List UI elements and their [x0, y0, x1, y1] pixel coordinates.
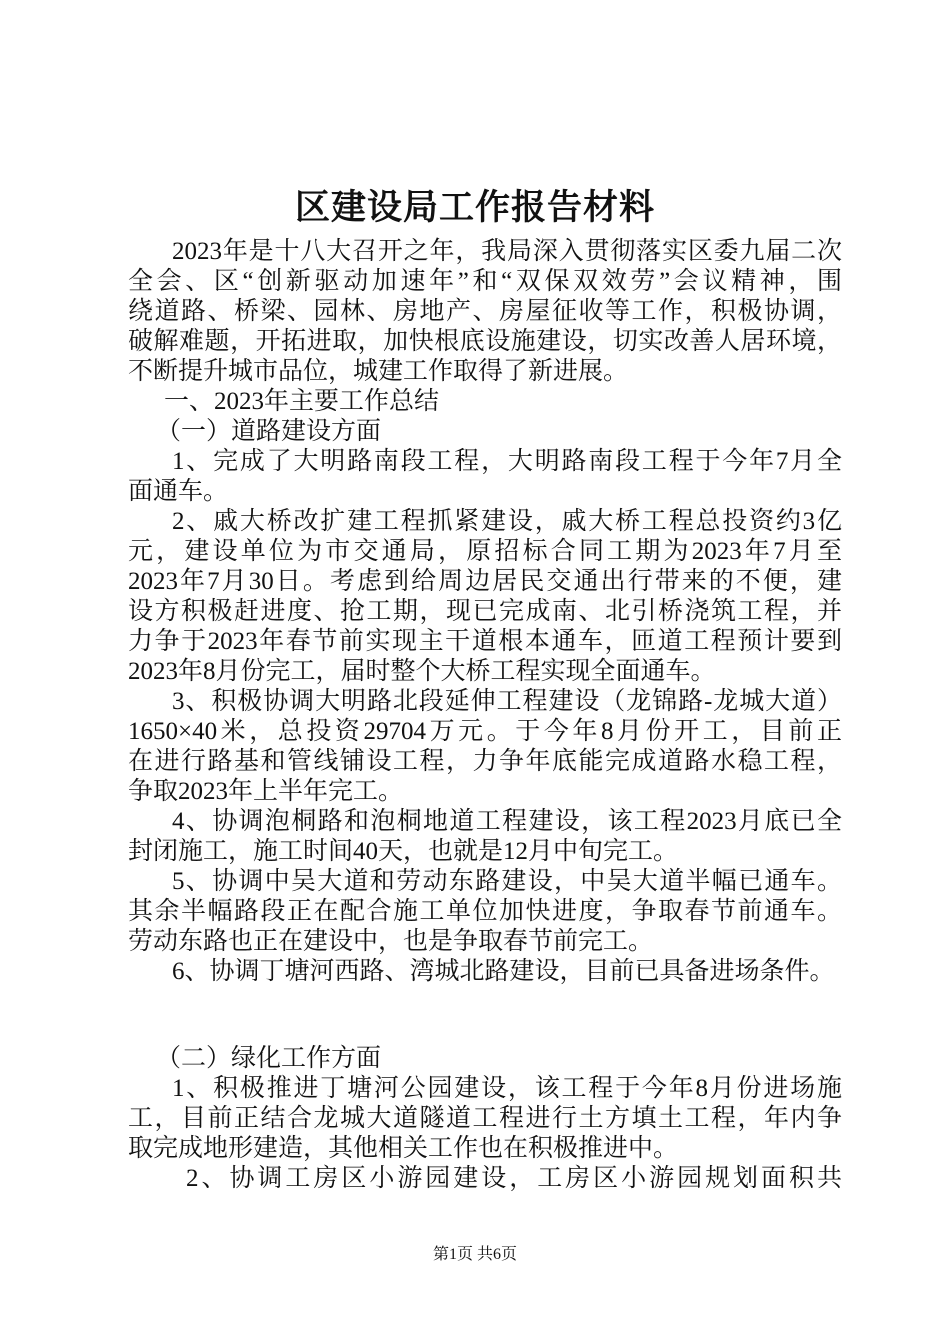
text-line: 2023年8月份完工，届时整个大桥工程实现全面通车。 — [128, 658, 716, 685]
text-line: 封闭施工，施工时间40天，也就是12月中旬完工。 — [128, 838, 679, 865]
list-item-paragraph — [128, 1164, 842, 1194]
list-item-paragraph — [128, 867, 842, 957]
text-line: 取完成地形建造，其他相关工作也在积极推进中。 — [128, 1135, 679, 1162]
document-body — [128, 237, 842, 1194]
subsection-heading: （一）道路建设方面 — [156, 418, 382, 445]
text-line: 1650×40米，总投资29704万元。于今年8月份开工，目前正 — [128, 718, 842, 745]
list-item-paragraph — [128, 807, 842, 867]
text-line: 争取2023年上半年完工。 — [128, 778, 404, 805]
text-line: 面通车。 — [128, 478, 229, 505]
section-heading: 一、2023年主要工作总结 — [164, 388, 440, 415]
text-line: 2、协调工房区小游园建设，工房区小游园规划面积共 — [186, 1165, 842, 1192]
text-line: 工，目前正结合龙城大道隧道工程进行土方填土工程，年内争 — [128, 1105, 842, 1132]
intro-paragraph — [128, 237, 842, 387]
text-line: 设方积极赶进度、抢工期，现已完成南、北引桥浇筑工程，并 — [128, 598, 842, 625]
text-line: 元，建设单位为市交通局，原招标合同工期为2023年7月至 — [128, 538, 842, 565]
document-title: 区建设局工作报告材料 — [294, 188, 655, 227]
text-line: 2023年7月30日。考虑到给周边居民交通出行带来的不便，建 — [128, 568, 842, 595]
text-line: 2、戚大桥改扩建工程抓紧建设，戚大桥工程总投资约3亿 — [172, 508, 842, 535]
green-items — [128, 1074, 842, 1194]
text-line: 5、协调中吴大道和劳动东路建设，中吴大道半幅已通车。 — [172, 868, 842, 895]
text-line: 力争于2023年春节前实现主干道根本通车，匝道工程预计要到 — [128, 628, 842, 655]
list-item-paragraph — [128, 507, 842, 687]
text-line: 3、积极协调大明路北段延伸工程建设（龙锦路-龙城大道） — [172, 688, 842, 715]
text-line: 6、协调丁塘河西路、湾城北路建设，目前已具备进场条件。 — [172, 958, 835, 985]
text-line: 在进行路基和管线铺设工程，力争年底能完成道路水稳工程， — [128, 748, 842, 775]
list-item-paragraph — [128, 957, 842, 987]
text-line: 1、完成了大明路南段工程，大明路南段工程于今年7月全 — [172, 448, 842, 475]
text-line: 劳动东路也正在建设中，也是争取春节前完工。 — [128, 928, 654, 955]
subsection-heading: （二）绿化工作方面 — [156, 1045, 382, 1072]
text-line: 不断提升城市品位，城建工作取得了新进展。 — [128, 358, 629, 385]
text-line: 绕道路、桥梁、园林、房地产、房屋征收等工作，积极协调， — [128, 298, 842, 325]
list-item-paragraph — [128, 447, 842, 507]
text-line: 1、积极推进丁塘河公园建设，该工程于今年8月份进场施 — [172, 1075, 842, 1102]
text-line: 2023年是十八大召开之年，我局深入贯彻落实区委九届二次 — [172, 238, 842, 265]
text-line: 全会、区“创新驱动加速年”和“双保双效劳”会议精神，围 — [128, 268, 842, 295]
text-line: 4、协调泡桐路和泡桐地道工程建设，该工程2023月底已全 — [172, 808, 842, 835]
text-line: 破解难题，开拓进取，加快根底设施建设，切实改善人居环境， — [128, 328, 842, 355]
text-line: 其余半幅路段正在配合施工单位加快进度，争取春节前通车。 — [128, 898, 842, 925]
road-items — [128, 447, 842, 987]
page-footer: 第1页 共6页 — [432, 1246, 517, 1263]
list-item-paragraph — [128, 1074, 842, 1164]
list-item-paragraph — [128, 687, 842, 807]
